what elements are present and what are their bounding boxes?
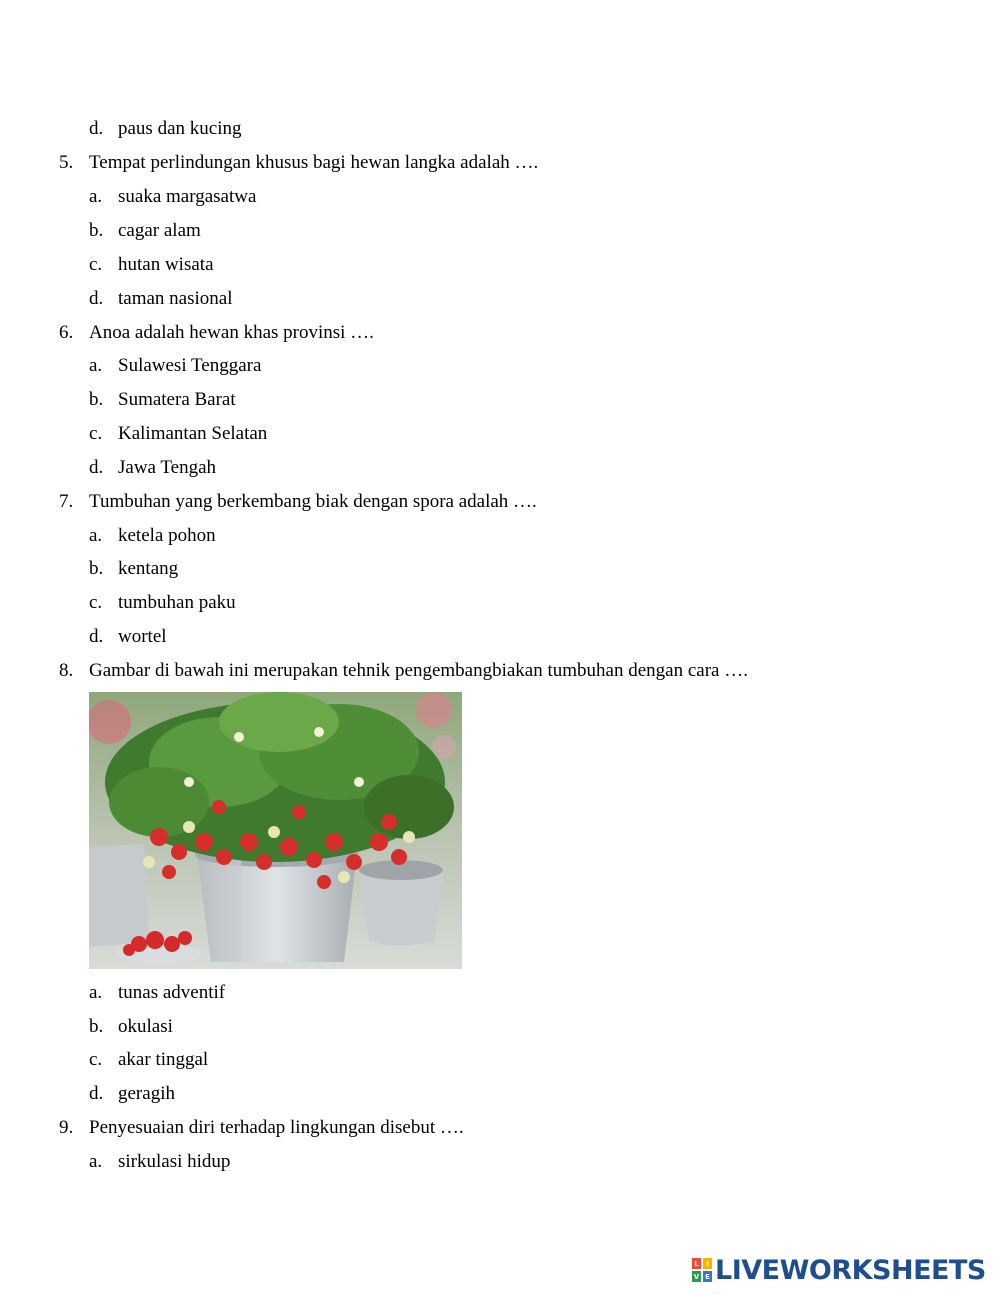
question-text: Anoa adalah hewan khas provinsi …. xyxy=(89,322,374,343)
option-letter: c. xyxy=(89,423,103,444)
option-letter: c. xyxy=(89,254,103,275)
option-letter: b. xyxy=(89,389,104,410)
option-letter: b. xyxy=(89,1016,104,1037)
logo-block-i: I xyxy=(703,1258,712,1269)
option-text: kentang xyxy=(118,558,179,579)
logo-block-e: E xyxy=(703,1271,712,1282)
option-text: ketela pohon xyxy=(118,525,216,546)
option-text: sirkulasi hidup xyxy=(118,1151,231,1172)
option-letter: a. xyxy=(89,186,103,207)
question-number: 7. xyxy=(59,491,74,512)
option-text: tunas adventif xyxy=(118,982,226,1003)
question-text: Tumbuhan yang berkembang biak dengan spora adalah …. xyxy=(89,491,537,512)
option-letter: a. xyxy=(89,1151,103,1172)
logo-text: LIVEWORKSHEETS xyxy=(715,1254,986,1286)
option-letter: d. xyxy=(89,118,104,139)
option-text: Sumatera Barat xyxy=(118,389,236,410)
option-text: Kalimantan Selatan xyxy=(118,423,268,444)
option-letter: d. xyxy=(89,626,104,647)
option-letter: c. xyxy=(89,1049,103,1070)
question-text: Tempat perlindungan khusus bagi hewan langka adalah …. xyxy=(89,152,539,173)
option-letter: b. xyxy=(89,558,104,579)
option-text: Jawa Tengah xyxy=(118,457,217,478)
option-letter: d. xyxy=(89,1083,104,1104)
logo-block-v: V xyxy=(693,1272,700,1281)
option-text: tumbuhan paku xyxy=(118,592,236,613)
option-letter: c. xyxy=(89,592,103,613)
strawberry-pot-photo xyxy=(89,692,462,969)
question-number: 6. xyxy=(59,322,74,343)
liveworksheets-logo[interactable] xyxy=(692,1256,986,1284)
option-letter: b. xyxy=(89,220,104,241)
logo-block-l: L xyxy=(692,1258,701,1269)
option-text: paus dan kucing xyxy=(118,118,242,139)
question-number: 9. xyxy=(59,1117,74,1138)
option-text: hutan wisata xyxy=(118,254,214,275)
option-letter: a. xyxy=(89,355,103,376)
option-letter: d. xyxy=(89,288,104,309)
question-text: Gambar di bawah ini merupakan tehnik pengembangbiakan tumbuhan dengan cara …. xyxy=(89,660,748,681)
option-text: Sulawesi Tenggara xyxy=(118,355,262,376)
option-text: okulasi xyxy=(118,1016,173,1037)
option-letter: d. xyxy=(89,457,104,478)
option-text: taman nasional xyxy=(118,288,233,309)
option-text: wortel xyxy=(118,626,167,647)
question-text: Penyesuaian diri terhadap lingkungan disebut …. xyxy=(89,1117,464,1138)
option-letter: a. xyxy=(89,525,103,546)
option-text: cagar alam xyxy=(118,220,201,241)
option-letter: a. xyxy=(89,982,103,1003)
option-text: suaka margasatwa xyxy=(118,186,257,207)
question-number: 8. xyxy=(59,660,74,681)
option-text: geragih xyxy=(118,1083,175,1104)
logo-blocks-icon xyxy=(692,1258,712,1282)
strawberry-pot-illustration xyxy=(89,692,462,969)
option-text: akar tinggal xyxy=(118,1049,209,1070)
question-number: 5. xyxy=(59,152,74,173)
